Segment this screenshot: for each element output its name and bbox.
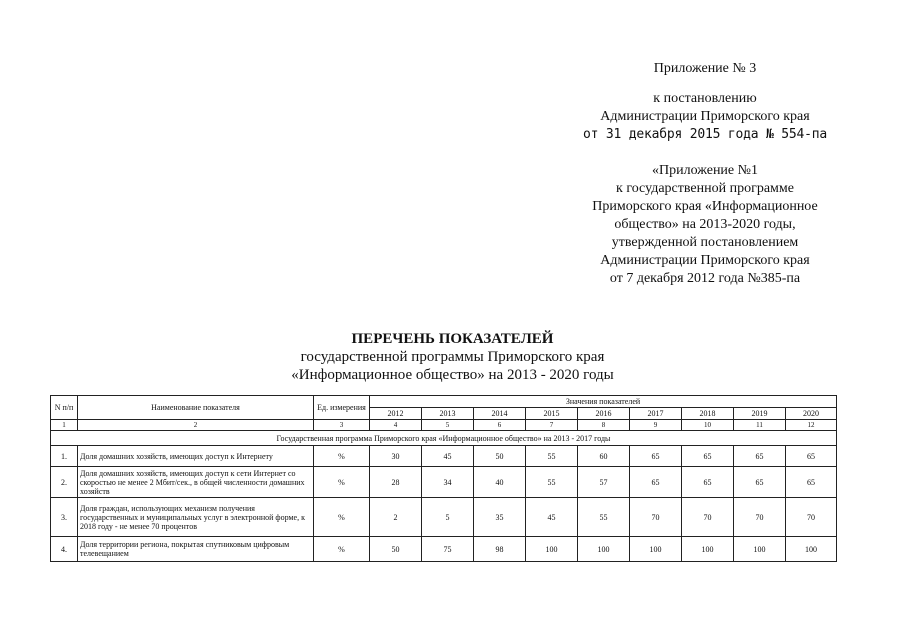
indicator-value: 100 [630, 537, 682, 562]
indicator-value: 50 [370, 537, 422, 562]
col-header-unit: Ед. измерения [314, 396, 370, 420]
year-header: 2014 [474, 408, 526, 420]
table-row [51, 467, 837, 498]
indicator-name: Доля домашних хозяйств, имеющих доступ к сети Интернет со скоростью не менее 2 Мбит/сек., в общей численности домашних хозяйств [78, 467, 314, 498]
year-header: 2015 [526, 408, 578, 420]
row-number: 2. [51, 467, 78, 498]
indicator-value: 35 [474, 498, 526, 537]
section-title: Государственная программа Приморского края «Информационное общество» на 2013 - 2017 годы [51, 431, 837, 446]
column-number: 6 [474, 420, 526, 431]
year-header: 2012 [370, 408, 422, 420]
indicator-name: Доля территории региона, покрытая спутниковым цифровым телевещанием [78, 537, 314, 562]
indicator-unit: % [314, 537, 370, 562]
year-header: 2019 [734, 408, 786, 420]
col-header-num: N п/п [51, 396, 78, 420]
prev-appendix-line: «Приложение №1 [652, 163, 758, 178]
indicator-value: 65 [682, 467, 734, 498]
heading-sub-2: «Информационное общество» на 2013 - 2020 годы [291, 367, 614, 383]
row-number: 3. [51, 498, 78, 537]
indicator-value: 65 [786, 467, 837, 498]
column-number: 3 [314, 420, 370, 431]
indicator-name: Доля граждан, использующих механизм получения государственных и муниципальных услуг в электронной форме, к 2018 году - не менее 70 процентов [78, 498, 314, 537]
table-row [51, 446, 837, 467]
indicator-value: 100 [682, 537, 734, 562]
indicator-value: 65 [734, 467, 786, 498]
column-number: 9 [630, 420, 682, 431]
year-header: 2017 [630, 408, 682, 420]
appendix-header [540, 60, 870, 288]
indicator-value: 70 [630, 498, 682, 537]
indicator-value: 98 [474, 537, 526, 562]
column-number: 2 [78, 420, 314, 431]
table-row [51, 537, 837, 562]
indicator-value: 34 [422, 467, 474, 498]
row-number: 4. [51, 537, 78, 562]
indicator-value: 55 [526, 467, 578, 498]
row-number: 1. [51, 446, 78, 467]
prev-appendix-line: к государственной программе [616, 181, 794, 196]
indicator-value: 65 [630, 467, 682, 498]
table-row [51, 498, 837, 537]
indicator-value: 70 [682, 498, 734, 537]
indicator-value: 40 [474, 467, 526, 498]
indicator-value: 70 [734, 498, 786, 537]
indicator-value: 45 [526, 498, 578, 537]
prev-appendix-line: Администрации Приморского края [600, 253, 810, 268]
indicator-value: 100 [786, 537, 837, 562]
year-header: 2018 [682, 408, 734, 420]
col-header-name: Наименование показателя [78, 396, 314, 420]
indicator-value: 30 [370, 446, 422, 467]
heading-sub-1: государственной программы Приморского края [300, 349, 605, 365]
prev-appendix-line: от 7 декабря 2012 года №385-па [609, 271, 801, 286]
column-number: 11 [734, 420, 786, 431]
column-number: 1 [51, 420, 78, 431]
indicator-value: 75 [422, 537, 474, 562]
indicator-value: 2 [370, 498, 422, 537]
year-header: 2020 [786, 408, 837, 420]
indicator-name: Доля домашних хозяйств, имеющих доступ к Интернету [78, 446, 314, 467]
document-heading [150, 330, 755, 384]
prev-appendix-line: утвержденной постановлением [611, 235, 799, 250]
indicator-value: 45 [422, 446, 474, 467]
indicator-value: 28 [370, 467, 422, 498]
indicator-unit: % [314, 467, 370, 498]
appendix-title: Приложение № 3 [653, 61, 757, 76]
indicators-table [50, 395, 837, 562]
to-decree-line: к постановлению [653, 91, 757, 106]
column-number: 10 [682, 420, 734, 431]
indicator-value: 65 [786, 446, 837, 467]
indicator-value: 100 [526, 537, 578, 562]
indicator-value: 65 [630, 446, 682, 467]
column-number: 4 [370, 420, 422, 431]
indicator-value: 100 [578, 537, 630, 562]
column-number: 8 [578, 420, 630, 431]
prev-appendix-line: Приморского края «Информационное [592, 199, 818, 214]
column-number: 7 [526, 420, 578, 431]
indicator-value: 70 [786, 498, 837, 537]
prev-appendix-line: общество» на 2013-2020 годы, [614, 217, 796, 232]
column-number: 12 [786, 420, 837, 431]
indicator-value: 57 [578, 467, 630, 498]
decree-date-line: от 31 декабря 2015 года № 554-па [582, 127, 828, 142]
indicator-value: 60 [578, 446, 630, 467]
indicator-unit: % [314, 498, 370, 537]
administration-line: Администрации Приморского края [600, 109, 810, 124]
indicator-value: 5 [422, 498, 474, 537]
indicator-value: 55 [578, 498, 630, 537]
year-header: 2016 [578, 408, 630, 420]
indicator-value: 65 [734, 446, 786, 467]
indicator-value: 65 [682, 446, 734, 467]
indicator-value: 50 [474, 446, 526, 467]
indicator-value: 100 [734, 537, 786, 562]
indicator-value: 55 [526, 446, 578, 467]
indicator-unit: % [314, 446, 370, 467]
col-header-values: Значения показателей [370, 396, 837, 408]
column-number: 5 [422, 420, 474, 431]
year-header: 2013 [422, 408, 474, 420]
heading-main: ПЕРЕЧЕНЬ ПОКАЗАТЕЛЕЙ [351, 331, 554, 347]
